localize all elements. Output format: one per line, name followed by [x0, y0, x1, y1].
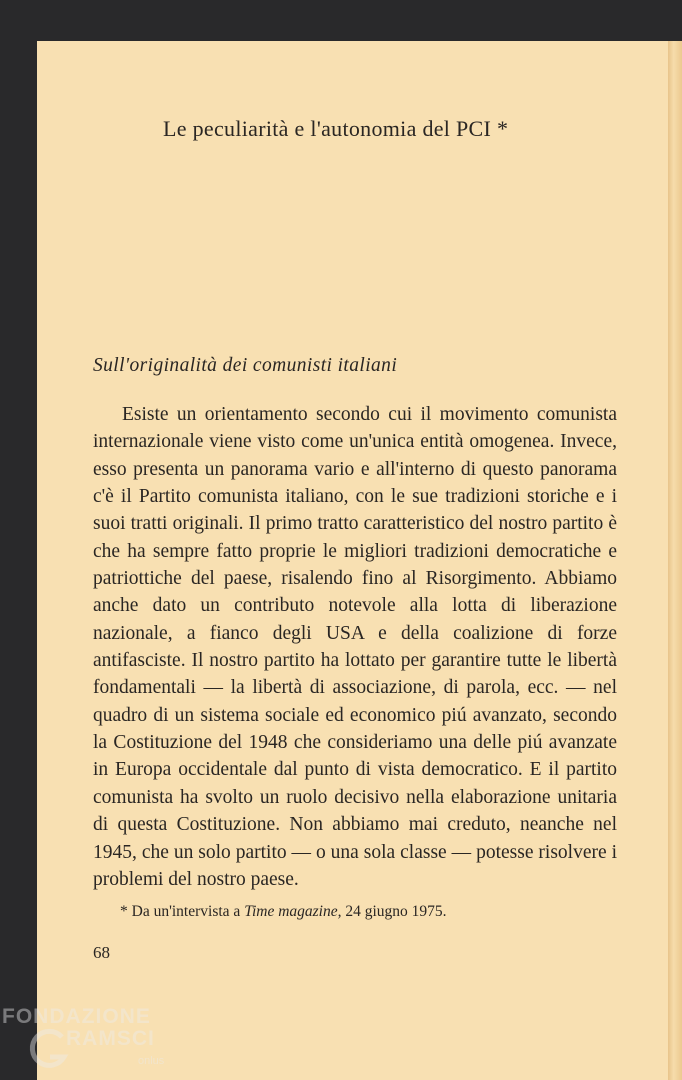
footnote-source: Time magazine,	[244, 903, 342, 920]
watermark-line2: RAMSCI	[66, 1027, 155, 1050]
chapter-title: Le peculiarità e l'autonomia del PCI *	[163, 116, 509, 141]
watermark-line1: FONDAZIONE	[2, 1005, 151, 1028]
watermark-line3: onlus	[138, 1055, 165, 1067]
body-paragraph: Esiste un orientamento secondo cui il movimento comunista internazionale viene visto come un'unica entità omogenea. Invece, esso presenta un panorama vario e all'interno di questo panorama c'è il Partito comunista italiano, con le sue tradizioni storiche e i suoi tratti originali. Il primo tratto caratteristico del nostro partito è che ha sempre fatto proprie le migliori tradizioni democratiche e patriottiche del paese, risalendo fino al Risorgimento. Abbiamo anche dato un contributo notevole alla lotta di liberazione nazionale, a fianco degli USA e della coalizione di forze antifasciste. Il nostro partito ha lottato per garantire tutte le libertà fondamentali — la libertà di associazione, di parola, ecc. — nel quadro di un sistema sociale ed economico piú avanzato, secondo la Costituzione del 1948 che consideriamo una delle piú avanzate in Europa occidentale dal punto di vista democratico. E il partito comunista ha svolto un ruolo decisivo nella elaborazione unitaria di questa Costituzione. Non abbiamo mai creduto, neanche nel 1945, che un solo partito — o una sola classe — potesse risolvere i problemi del nostro paese.	[93, 404, 617, 890]
page-edge	[668, 41, 682, 1080]
footnote-prefix: * Da un'intervista a	[120, 903, 245, 920]
fondazione-gramsci-watermark	[2, 1005, 172, 1080]
footnote-date: 24 giugno 1975.	[341, 903, 447, 920]
footnote	[120, 903, 447, 921]
section-heading: Sull'originalità dei comunisti italiani	[93, 355, 398, 376]
page-number: 68	[93, 943, 110, 962]
watermark-g-logo-icon	[26, 1023, 70, 1077]
